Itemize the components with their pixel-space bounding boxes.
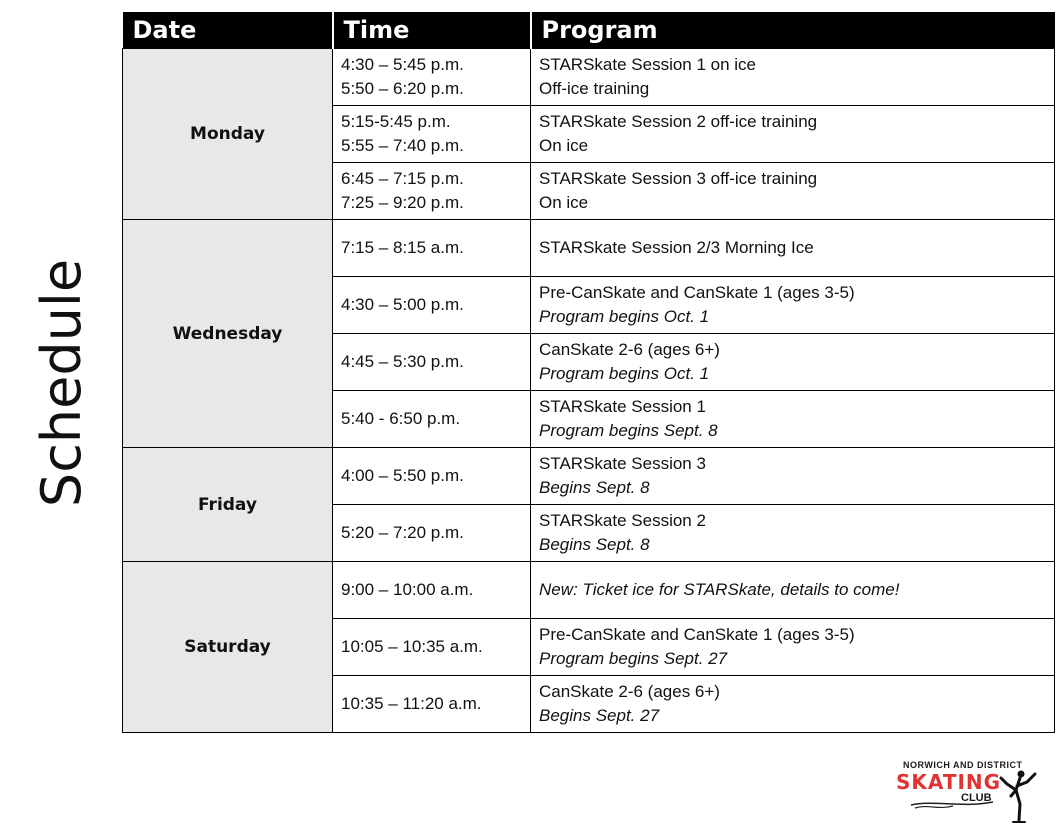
program-cell bbox=[531, 562, 1055, 619]
program-text: Pre-CanSkate and CanSkate 1 (ages 3-5) bbox=[539, 283, 855, 302]
time-cell bbox=[333, 106, 531, 163]
program-text: Off-ice training bbox=[539, 79, 650, 98]
program-note: Begins Sept. 27 bbox=[539, 706, 660, 725]
time-text: 7:25 – 9:20 p.m. bbox=[341, 193, 464, 212]
program-cell bbox=[531, 334, 1055, 391]
time-cell: 7:15 – 8:15 a.m. bbox=[333, 220, 531, 277]
program-text: Pre-CanSkate and CanSkate 1 (ages 3-5) bbox=[539, 625, 855, 644]
program-text: CanSkate 2-6 (ages 6+) bbox=[539, 682, 720, 701]
header-date: Date bbox=[123, 12, 333, 49]
program-text: STARSkate Session 2 bbox=[539, 511, 706, 530]
time-cell: 10:35 – 11:20 a.m. bbox=[333, 676, 531, 733]
header-time: Time bbox=[333, 12, 531, 49]
day-wednesday: Wednesday bbox=[123, 220, 333, 448]
program-text: On ice bbox=[539, 193, 589, 212]
header-program: Program bbox=[531, 12, 1055, 49]
day-friday: Friday bbox=[123, 448, 333, 562]
time-text: 6:45 – 7:15 p.m. bbox=[341, 169, 464, 188]
table-row bbox=[123, 220, 1055, 277]
time-text: 5:50 – 6:20 p.m. bbox=[341, 79, 464, 98]
time-cell: 5:40 - 6:50 p.m. bbox=[333, 391, 531, 448]
time-cell: 10:05 – 10:35 a.m. bbox=[333, 619, 531, 676]
program-note: Program begins Sept. 8 bbox=[539, 421, 718, 440]
program-cell bbox=[531, 106, 1055, 163]
program-text: STARSkate Session 1 on ice bbox=[539, 55, 757, 74]
program-note: Program begins Oct. 1 bbox=[539, 364, 710, 383]
club-logo bbox=[893, 760, 1043, 832]
program-cell bbox=[531, 49, 1055, 106]
program-cell bbox=[531, 448, 1055, 505]
table-header-row bbox=[123, 12, 1055, 49]
program-note: Begins Sept. 8 bbox=[539, 478, 650, 497]
logo-line-1: NORWICH AND DISTRICT bbox=[903, 760, 1023, 770]
program-text: STARSkate Session 3 bbox=[539, 454, 706, 473]
time-cell: 4:45 – 5:30 p.m. bbox=[333, 334, 531, 391]
page-title: Schedule bbox=[30, 258, 93, 508]
program-cell bbox=[531, 676, 1055, 733]
program-text: STARSkate Session 2 off-ice training bbox=[539, 112, 818, 131]
program-cell bbox=[531, 619, 1055, 676]
program-note: Program begins Sept. 27 bbox=[539, 649, 728, 668]
time-cell bbox=[333, 163, 531, 220]
program-text: On ice bbox=[539, 136, 589, 155]
day-monday: Monday bbox=[123, 49, 333, 220]
program-text: CanSkate 2-6 (ages 6+) bbox=[539, 340, 720, 359]
program-text: STARSkate Session 1 bbox=[539, 397, 706, 416]
logo-line-2: SKATING bbox=[896, 770, 1002, 794]
time-text: 4:30 – 5:45 p.m. bbox=[341, 55, 464, 74]
schedule-table bbox=[122, 12, 1055, 733]
table-row bbox=[123, 562, 1055, 619]
table-row bbox=[123, 448, 1055, 505]
time-cell: 5:20 – 7:20 p.m. bbox=[333, 505, 531, 562]
time-text: 5:15-5:45 p.m. bbox=[341, 112, 451, 131]
table-row bbox=[123, 49, 1055, 106]
program-text: STARSkate Session 3 off-ice training bbox=[539, 169, 818, 188]
program-cell bbox=[531, 505, 1055, 562]
time-cell: 4:30 – 5:00 p.m. bbox=[333, 277, 531, 334]
program-cell bbox=[531, 163, 1055, 220]
program-note: New: Ticket ice for STARSkate, details to come! bbox=[539, 580, 900, 599]
program-text: STARSkate Session 2/3 Morning Ice bbox=[539, 238, 814, 257]
time-cell: 4:00 – 5:50 p.m. bbox=[333, 448, 531, 505]
program-cell bbox=[531, 391, 1055, 448]
program-cell bbox=[531, 277, 1055, 334]
program-note: Begins Sept. 8 bbox=[539, 535, 650, 554]
day-saturday: Saturday bbox=[123, 562, 333, 733]
program-note: Program begins Oct. 1 bbox=[539, 307, 710, 326]
program-cell bbox=[531, 220, 1055, 277]
time-text: 5:55 – 7:40 p.m. bbox=[341, 136, 464, 155]
time-cell: 9:00 – 10:00 a.m. bbox=[333, 562, 531, 619]
logo-line-3: CLUB bbox=[961, 792, 992, 804]
time-cell bbox=[333, 49, 531, 106]
